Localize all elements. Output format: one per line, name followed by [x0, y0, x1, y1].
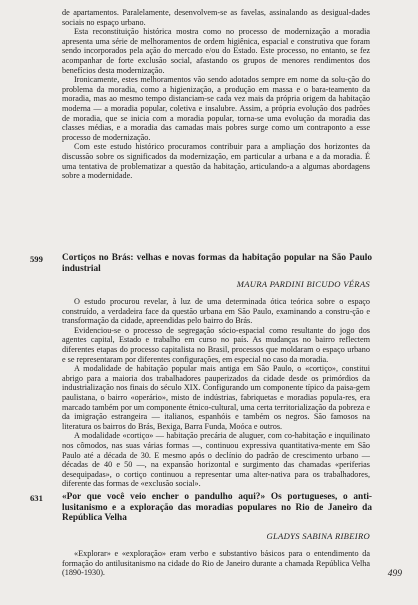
entry-author: GLADYS SABINA RIBEIRO [266, 531, 370, 541]
entry-author: MAURA PARDINI BICUDO VÉRAS [236, 279, 370, 289]
paragraph: Ironicamente, estes melhoramentos vão sendo adotados sempre em nome da solu-ção do problema da moradia, como a higienização, a produção em massa e o bara-teamento da moradia, mas ao mesmo tempo distanciam-se cada vez mais da própria origem da habitação moderna — a moradia popular, coletiva e insalubre. Assim, a própria evolução dos padrões de moradia, que se inicia com a moradia popular, torna-se uma evolução da moradia das classes médias, e a moradia das camadas mais pobres surge como um contraponto a esse processo de modernização. [62, 75, 370, 142]
entry-abstract [62, 297, 370, 489]
entry-number: 631 [30, 493, 43, 503]
paragraph: Esta reconstituição histórica mostra como no processo de modernização a moradia apresenta uma série de melhoramentos de ordem higiênica, espacial e construtiva que foram sendo incorporados pela ação do mercado e/ou do Estado. Este processo, no entanto, se fez acompanhar de forte exclusão social, afastando os grupos de menores rendimentos dos benefícios desta modernização. [62, 27, 370, 75]
paragraph: O estudo procurou revelar, à luz de uma determinada ótica teórica sobre o espaço construído, a verdadeira face da questão urbana em São Paulo, examinando a constru-ção e transformação da cidade, apreendidas pelo bairro do Brás. [62, 297, 370, 326]
paragraph: Com este estudo histórico procuramos contribuir para a ampliação dos horizontes da discussão sobre os significados da modernização, em particular a urbana e a da moradia. É uma tentativa de problematizar a questão da habitação, articulando-a a algumas abordagens sobre a modernidade. [62, 142, 370, 181]
paragraph: «Explorar» e «exploração» eram verbo e substantivo básicos para o entendimento da formação do antilusitanismo na cidade do Rio de Janeiro durante a chamada República Velha (1890-1930). [62, 549, 370, 578]
page-number: 499 [387, 569, 402, 579]
paragraph: A modalidade «cortiço» — habitação precária de aluguer, com co-habitação e inquilinato nos cômodos, nas suas várias formas —, continuou expressiva quantitativa-mente em São Paulo até a década de 30. E mesmo após o declínio do padrão de crescimento urbano — décadas de 40 e 50 —, na expansão horizontal e surgimento das chamadas «periferias desequipadas», o cortiço continuou a representar uma alter-nativa para os trabalhadores, diferente das formas de «exclusão social». [62, 431, 370, 489]
paragraph: de apartamentos. Paralelamente, desenvolvem-se as favelas, assinalando as desigual-dades sociais no espaço urbano. [62, 8, 370, 27]
entry-title: Cortiços no Brás: velhas e novas formas da habitação popular na São Paulo industrial [62, 253, 372, 274]
entry-abstract [62, 549, 370, 578]
paragraph: A modalidade de habitação popular mais antiga em São Paulo, o «cortiço», constitui abrigo para a maioria dos trabalhadores pauperizados da cidade desde os primórdios da industrialização nos finais do século XIX. Configurando um componente típico da paisa-gem paulistana, o bairro «operário», misto de indústrias, fabriquetas e moradias popula-res, era marcado também por um componente étnico-cultural, uma certa territorialização da pobreza e da imigração estrangeira — italianos, espanhóis e também os negros. São famosos na literatura os bairros do Brás, Bexiga, Barra Funda, Moóca e outros. [62, 364, 370, 431]
entry-title: «Por que você veio encher o pandulho aqui?» Os portugueses, o anti-lusitanismo e a exploração das moradias populares no Rio de Janeiro da República Velha [62, 492, 372, 524]
continuation-text [62, 8, 370, 181]
paragraph: Evidenciou-se o processo de segregação sócio-espacial como resultante do jogo dos agentes capital, Estado e trabalho em curso no país. As mudanças no bairro reflectem diferentes etapas do processo capitalista no Brasil, processos que moldaram o espaço urbano e se representaram por diferentes configurações, em especial no caso da moradia. [62, 325, 370, 364]
entry-number: 599 [30, 254, 43, 264]
